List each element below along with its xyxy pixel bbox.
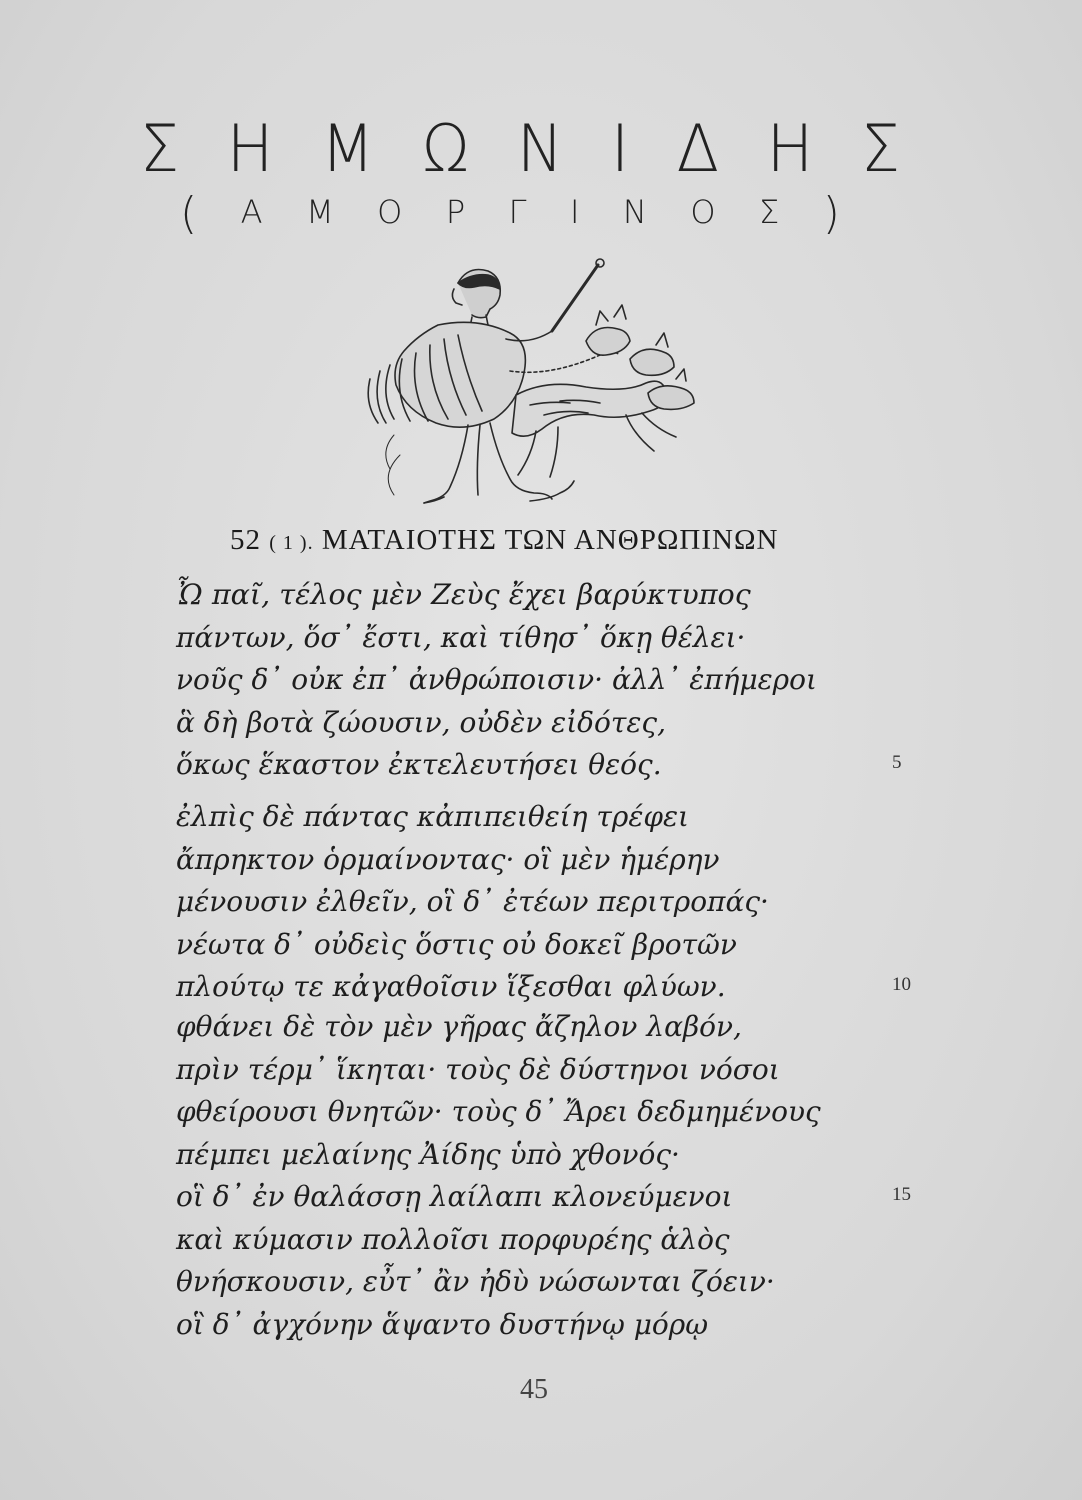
- poem-line: [176, 1180, 916, 1223]
- poem-line: [176, 1223, 916, 1266]
- line-text: ἄπρηκτον ὁρμαίνοντας· οἳ μὲν ἡμέρην: [176, 842, 720, 876]
- line-text: θνήσκουσιν, εὖτ᾽ ἂν ἠδὺ νώσωνται ζόειν·: [176, 1265, 775, 1298]
- poem-number: 52: [230, 524, 261, 556]
- stanza-1: [176, 578, 916, 791]
- line-text: πέμπει μελαίνης Ἀίδης ὑπὸ χθονός·: [176, 1137, 680, 1171]
- title-letter: Ι: [610, 110, 630, 187]
- line-text: Ὦ παῖ, τέλος μὲν Ζεὺς ἔχει βαρύκτυπος: [176, 578, 751, 611]
- title-letter: Μ: [320, 110, 375, 187]
- line-text: μένουσιν ἐλθεῖν, οἳ δ᾽ ἐτέων περιτροπάς·: [176, 885, 769, 918]
- poem-heading: [230, 524, 890, 557]
- title-letter: Σ: [860, 110, 900, 187]
- title-letter: Δ: [676, 110, 720, 187]
- subtitle-close-paren: ): [822, 188, 840, 239]
- poem-sub-number: ( 1 ).: [269, 532, 314, 554]
- subtitle-letter: Ι: [569, 193, 580, 231]
- line-text: νέωτα δ᾽ οὐδεὶς ὅστις οὐ δοκεῖ βροτῶν: [176, 927, 737, 961]
- poem-line: [176, 843, 916, 886]
- subtitle-letter: Ρ: [445, 193, 466, 231]
- poem-line: [176, 663, 916, 706]
- poem-line: [176, 970, 916, 1013]
- line-text: πλούτῳ τε κἀγαθοῖσιν ἵξεσθαι φλύων.: [176, 970, 726, 1003]
- subtitle-letter: Ο: [377, 193, 403, 231]
- stanza-3: [176, 1010, 916, 1350]
- poem-line: [176, 885, 916, 928]
- subtitle-letter: Σ: [759, 193, 780, 231]
- title-letter: Σ: [140, 110, 180, 187]
- line-number: 5: [892, 752, 902, 773]
- subtitle-letter: Μ: [306, 193, 334, 231]
- line-text: οἳ δ᾽ ἀγχόνην ἅψαντο δυστήνῳ μόρῳ: [176, 1307, 709, 1341]
- line-text: φθείρουσι θνητῶν· τοὺς δ᾽ Ἄρει δεδμημένους: [176, 1095, 821, 1128]
- line-text: οἳ δ᾽ ἐν θαλάσσῃ λαίλαπι κλονεύμενοι: [176, 1180, 733, 1213]
- poem-line: [176, 1010, 916, 1053]
- line-number: 10: [892, 974, 911, 995]
- line-text: ὅκως ἕκαστον ἐκτελευτήσει θεός.: [176, 748, 662, 781]
- line-text: πρὶν τέρμ᾽ ἵκηται· τοὺς δὲ δύστηνοι νόσοι: [176, 1052, 780, 1086]
- author-subtitle: [180, 188, 840, 240]
- subtitle-letter: Ο: [690, 193, 716, 231]
- poem-line: [176, 1053, 916, 1096]
- subtitle-letter: Ν: [622, 193, 647, 231]
- title-letter: Η: [766, 110, 814, 187]
- title-letter: Η: [226, 110, 274, 187]
- vase-painting-illustration: [330, 255, 730, 525]
- subtitle-letter: Γ: [508, 193, 527, 231]
- line-text: καὶ κύμασιν πολλοῖσι πορφυρέης ἁλὸς: [176, 1222, 730, 1256]
- line-text: φθάνει δὲ τὸν μὲν γῆρας ἄζηλον λαβόν,: [176, 1010, 742, 1043]
- line-text: νοῦς δ᾽ οὐκ ἐπ᾽ ἀνθρώποισιν· ἀλλ᾽ ἐπήμεροι: [176, 663, 817, 696]
- poem-line: [176, 800, 916, 843]
- poem-title: ΜΑΤΑΙΟΤΗΣ ΤΩΝ ΑΝΘΡΩΠΙΝΩΝ: [321, 524, 779, 556]
- poem-line: [176, 578, 916, 621]
- title-letter: Ν: [516, 110, 564, 187]
- poem-line: [176, 1138, 916, 1181]
- subtitle-open-paren: (: [180, 188, 198, 239]
- line-number: 15: [892, 1184, 911, 1205]
- poem-line: [176, 1095, 916, 1138]
- poem-line: [176, 621, 916, 664]
- stanza-2: [176, 800, 916, 1013]
- author-title: [140, 110, 900, 187]
- page-number: 45: [520, 1374, 548, 1405]
- poem-line: [176, 1308, 916, 1351]
- poem-line: [176, 1265, 916, 1308]
- poem-line: [176, 928, 916, 971]
- line-text: ἃ δὴ βοτὰ ζώουσιν, οὐδὲν εἰδότες,: [176, 705, 666, 739]
- line-text: πάντων, ὅσ᾽ ἔστι, καὶ τίθησ᾽ ὅκῃ θέλει·: [176, 620, 746, 654]
- subtitle-letter: Α: [240, 193, 263, 231]
- poem-line: [176, 748, 916, 791]
- title-letter: Ω: [421, 110, 470, 187]
- poem-line: [176, 706, 916, 749]
- line-text: ἐλπὶς δὲ πάντας κἀπιπειθείη τρέφει: [176, 800, 690, 833]
